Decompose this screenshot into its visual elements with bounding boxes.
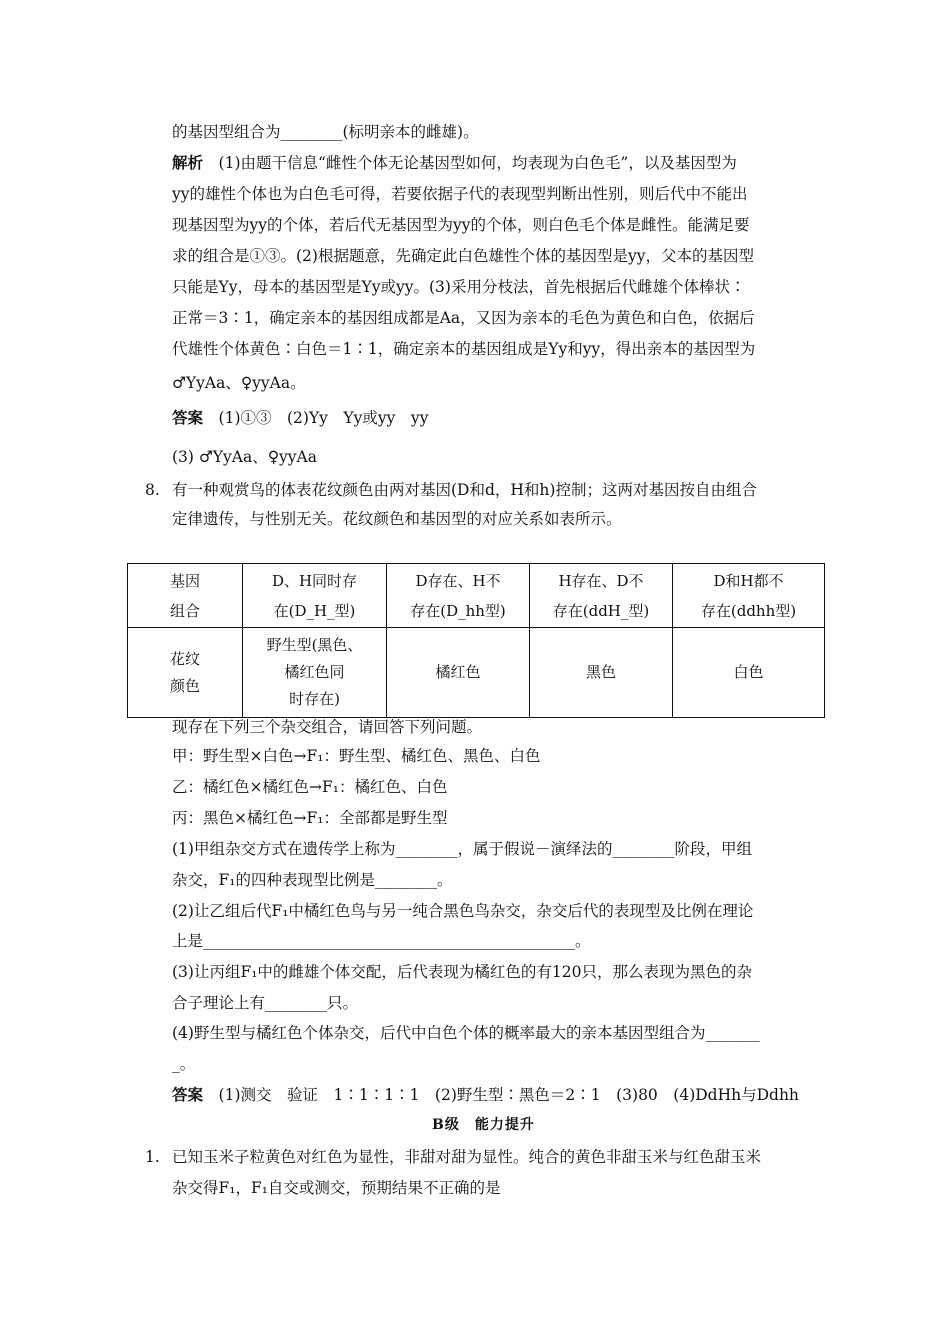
cell-text: 基因 组合	[169, 571, 200, 620]
text-line: 的基因型组合为________(标明亲本的雌雄)。	[172, 123, 479, 141]
table-cell	[530, 564, 673, 628]
text-line: (3)让丙组F₁中的雌雄个体交配，后代表现为橘红色的有120只，那么表现为黑色的杂	[172, 963, 753, 981]
table-row	[128, 628, 825, 718]
analysis-text: (1)由题干信息“雌性个体无论基因型如何，均表现为白色毛”，以及基因型为	[218, 154, 737, 172]
question-number: 1.	[145, 1148, 160, 1166]
table-cell	[673, 564, 825, 628]
analysis-paragraph-line	[172, 152, 737, 174]
table-cell	[128, 564, 243, 628]
cell-text: 白色	[733, 663, 764, 681]
table-cell	[128, 628, 243, 718]
answer-line	[172, 407, 428, 429]
cell-text: 橘红色	[435, 663, 481, 681]
cell-text: 花纹 颜色	[169, 649, 200, 695]
cell-text: 黑色	[585, 663, 616, 681]
cross-line: 乙：橘红色×橘红色→F₁：橘红色、白色	[172, 778, 448, 796]
question-text: 已知玉米子粒黄色对红色为显性，非甜对甜为显性。纯合的黄色非甜玉米与红色甜玉米	[172, 1148, 762, 1166]
answer-text: (1)测交 验证 1∶1∶1∶1 (2)野生型∶黑色＝2∶1 (3)80 (4)DdHh与Ddhh	[218, 1086, 799, 1104]
text-line: 只能是Yy，母本的基因型是Yy或yy。(3)采用分枝法，首先根据后代雌雄个体棒状∶	[172, 278, 746, 296]
text-line: 现基因型为yy的个体，若后代无基因型为yy的个体，则白色毛个体是雌性。能满足要	[172, 216, 750, 234]
text-line: (1)甲组杂交方式在遗传学上称为________，属于假说－演绎法的________阶段，甲组	[172, 840, 752, 858]
answer-label: 答案	[172, 408, 204, 427]
answer-label: 答案	[172, 1085, 204, 1104]
table-cell	[387, 564, 530, 628]
table-cell	[673, 628, 825, 718]
text-line: 合子理论上有________只。	[172, 994, 359, 1012]
text-line: 代雄性个体黄色∶白色＝1∶1，确定亲本的基因组成是Yy和yy，得出亲本的基因型为	[172, 340, 756, 358]
table-cell	[387, 628, 530, 718]
analysis-label: 解析	[172, 153, 204, 172]
text-line: 现存在下列三个杂交组合，请回答下列问题。	[172, 718, 483, 736]
cell-text: H存在、D不 存在(ddH_型)	[552, 571, 650, 620]
cell-text: D和H都不 存在(ddhh型)	[700, 571, 797, 620]
text-line: (2)让乙组后代F₁中橘红色鸟与另一纯合黑色鸟杂交，杂交后代的表现型及比例在理论	[172, 902, 754, 920]
cell-text: 野生型(黑色、 橘红色同 时存在)	[266, 636, 363, 708]
genotype-color-table	[127, 563, 825, 718]
text-line: (4)野生型与橘红色个体杂交，后代中白色个体的概率最大的亲本基因型组合为_______	[172, 1024, 760, 1042]
text-line: 正常＝3∶1，确定亲本的基因组成都是Aa，又因为亲本的毛色为黄色和白色，依据后	[172, 309, 755, 327]
text-line: _。	[172, 1055, 196, 1073]
answer-text: (1)①③ (2)Yy Yy或yy yy	[218, 409, 429, 427]
table-cell	[530, 628, 673, 718]
text-line: (3) ♂YyAa、♀yyAa	[172, 448, 317, 466]
question-number: 8.	[145, 481, 160, 499]
cell-text: D、H同时存 在(D_H_型)	[271, 571, 358, 620]
section-title: B级 能力提升	[432, 1117, 535, 1133]
question-text: 有一种观赏鸟的体表花纹颜色由两对基因(D和d，H和h)控制；这两对基因按自由组合	[172, 481, 757, 499]
answer-line	[172, 1084, 799, 1106]
cross-line: 丙：黑色×橘红色→F₁：全部都是野生型	[172, 809, 448, 827]
text-line: 上是________________________________________________。	[172, 932, 591, 950]
table-row	[128, 564, 825, 628]
table-cell	[243, 564, 387, 628]
cross-line: 甲：野生型×白色→F₁：野生型、橘红色、黑色、白色	[172, 747, 541, 765]
text-line: 杂交，F₁的四种表现型比例是________。	[172, 871, 453, 889]
text-line: 求的组合是①③。(2)根据题意，先确定此白色雄性个体的基因型是yy，父本的基因型	[172, 247, 754, 265]
question-text: 杂交得F₁，F₁自交或测交，预期结果不正确的是	[172, 1179, 501, 1197]
text-line: ♂YyAa、♀yyAa。	[172, 374, 306, 392]
table-cell	[243, 628, 387, 718]
cell-text: D存在、H不 存在(D_hh型)	[410, 571, 506, 620]
question-text: 定律遗传，与性别无关。花纹颜色和基因型的对应关系如表所示。	[172, 510, 622, 528]
text-line: yy的雄性个体也为白色毛可得，若要依据子代的表现型判断出性别，则后代中不能出	[172, 185, 748, 203]
